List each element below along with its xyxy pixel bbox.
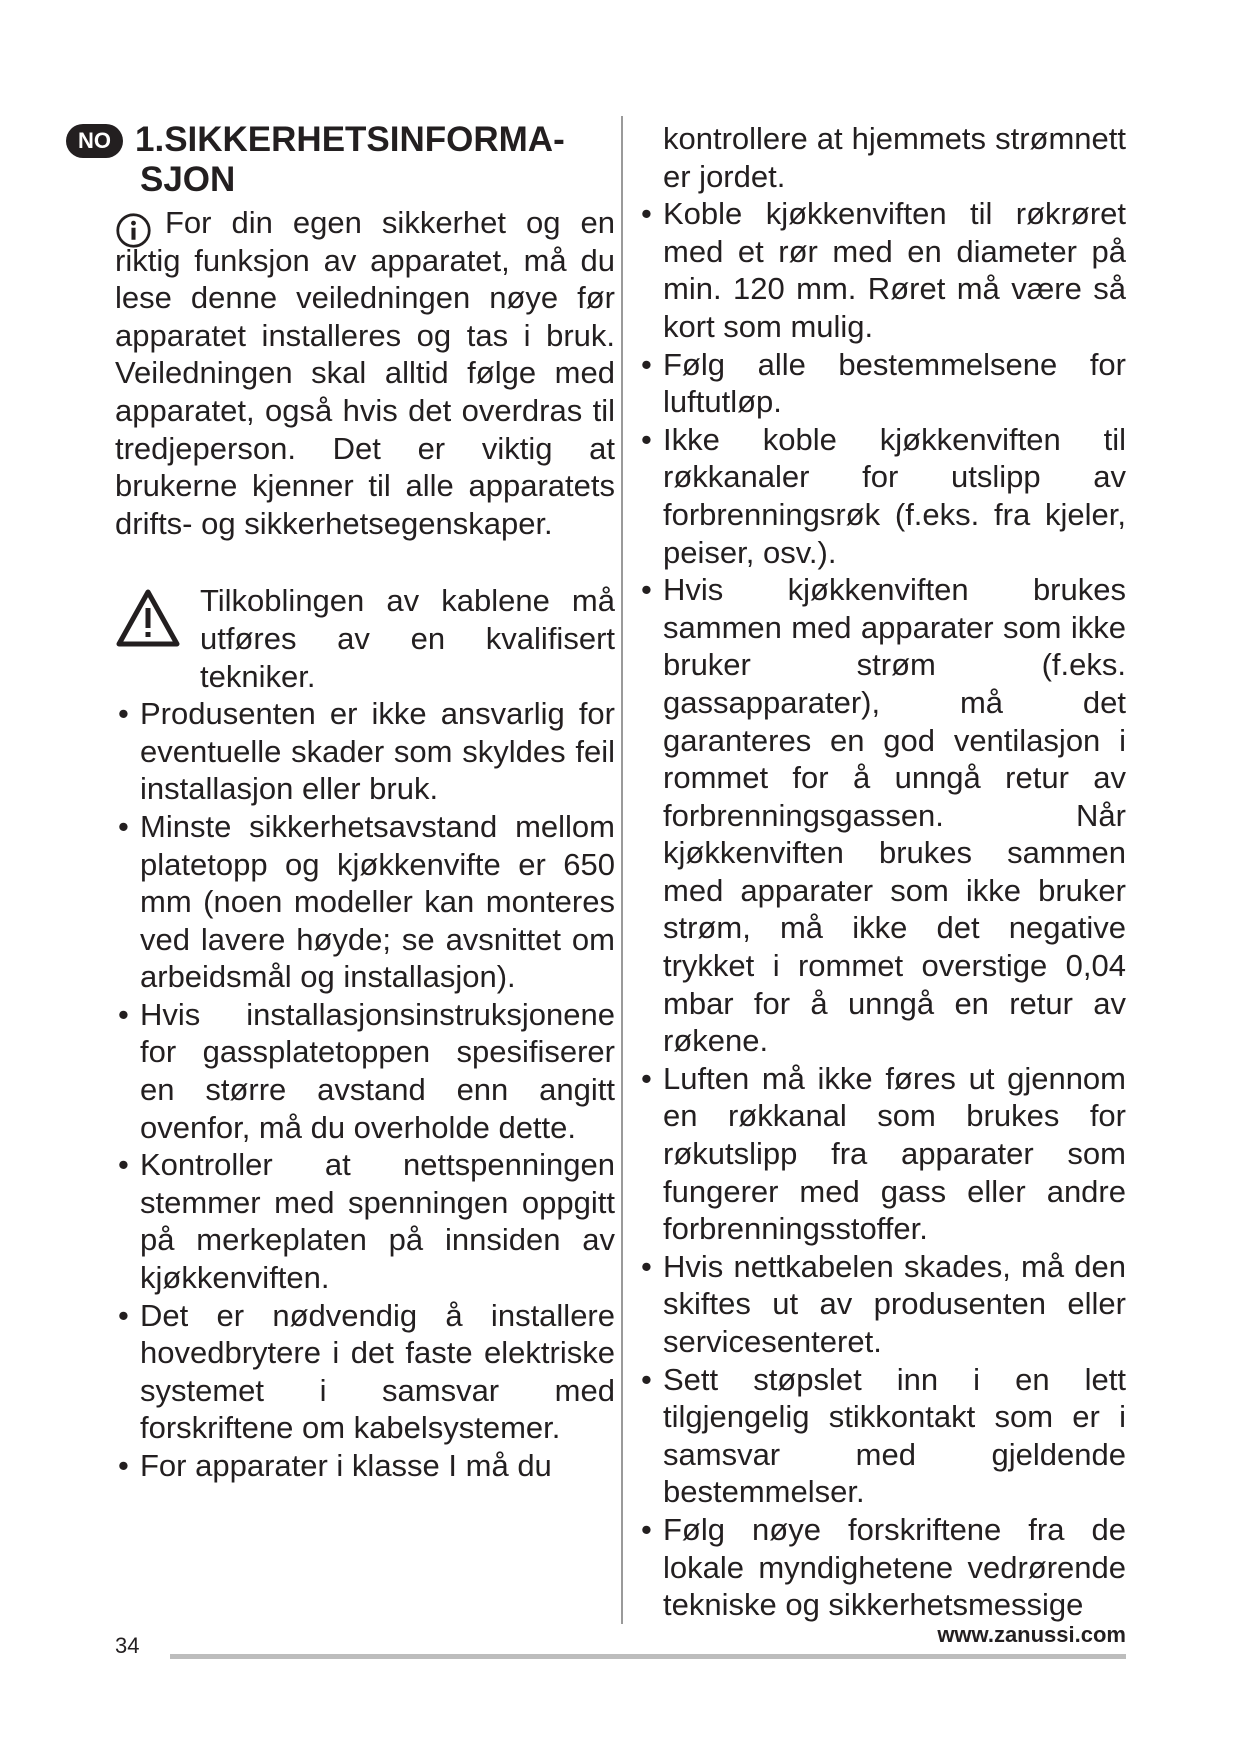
list-item: • Hvis kjøkkenviften brukes sammen med apparater som ikke bruker strøm (f.eks. gassapparater), må det garanteres en god ventilasjon i rommet for å unngå retur av forbrenningsgassen. Når kjøkkenviften brukes sammen med apparater som ikke bruker strøm, må ikke det negative trykket i rommet overstige 0,04 mbar for å unngå en retur av røkene.: [638, 571, 1126, 1060]
info-icon: [115, 212, 152, 249]
list-item: • Minste sikkerhetsavstand mellom platetopp og kjøkkenvifte er 650 mm (noen modeller kan monteres ved lavere høyde; se avsnittet om arbeidsmål og installasjon).: [115, 808, 615, 996]
right-bullet-list: [638, 195, 1126, 1624]
right-column: [638, 120, 1126, 1624]
warning-block: [115, 582, 615, 695]
left-bullet-list: [115, 695, 615, 1484]
footer-url: www.zanussi.com: [937, 1622, 1126, 1647]
list-item: • Koble kjøkkenviften til røkrøret med et rør med en diameter på min. 120 mm. Røret må være så kort som mulig.: [638, 195, 1126, 345]
list-item: • Hvis nettkabelen skades, må den skiftes ut av produsenten eller servicesenteret.: [638, 1248, 1126, 1361]
heading-line-2: SJON: [140, 160, 236, 199]
left-column: [115, 120, 615, 1485]
list-item: • Det er nødvendig å installere hovedbrytere i det faste elektriske systemet i samsvar med forskriftene om kabelsystemer.: [115, 1297, 615, 1447]
page-number: 34: [115, 1633, 140, 1658]
list-item: • Hvis installasjonsinstruksjonene for gassplatetoppen spesifiserer en større avstand enn angitt ovenfor, må du overholde dette.: [115, 996, 615, 1146]
list-item: • Produsenten er ikke ansvarlig for eventuelle skader som skyldes feil installasjon eller bruk.: [115, 695, 615, 808]
language-badge: NO: [66, 124, 123, 158]
footer-rule: [170, 1654, 1126, 1659]
list-item: • Følg nøye forskriftene fra de lokale myndighetene vedrørende tekniske og sikkerhetsmessige: [638, 1511, 1126, 1624]
list-item: • Luften må ikke føres ut gjennom en røkkanal som brukes for røkutslipp fra apparater som fungerer med gass eller andre forbrenningsstoffer.: [638, 1060, 1126, 1248]
intro-text: For din egen sikkerhet og en riktig funksjon av apparatet, må du lese denne veiledningen nøye før apparatet installeres og tas i bruk. Veiledningen skal alltid følge med apparatet, også hvis det overdras til tredjeperson. Det er viktig at brukerne kjenner til alle apparatets drifts- og sikkerhetsegenskaper.: [115, 205, 615, 541]
continuation-text: kontrollere at hjemmets strømnett er jordet.: [663, 121, 1126, 194]
list-item: • Kontroller at nettspenningen stemmer med spenningen oppgitt på merkeplaten på innsiden av kjøkkenviften.: [115, 1146, 615, 1296]
list-item: • Følg alle bestemmelsene for luftutløp.: [638, 346, 1126, 421]
intro-paragraph: [115, 204, 615, 542]
list-item: • For apparater i klasse I må du: [115, 1447, 615, 1485]
warning-text: Tilkoblingen av kablene må utføres av en kvalifisert tekniker.: [200, 583, 615, 694]
list-item: • Ikke koble kjøkkenviften til røkkanaler for utslipp av forbrenningsrøk (f.eks. fra kjeler, peiser, osv.).: [638, 421, 1126, 571]
list-item: • Sett støpslet inn i en lett tilgjengelig stikkontakt som er i samsvar med gjeldende bestemmelser.: [638, 1361, 1126, 1511]
column-divider: [621, 116, 623, 1624]
heading-line-1: 1.SIKKERHETSINFORMA-: [135, 120, 565, 159]
warning-icon: [115, 588, 181, 648]
section-heading: [135, 120, 615, 200]
